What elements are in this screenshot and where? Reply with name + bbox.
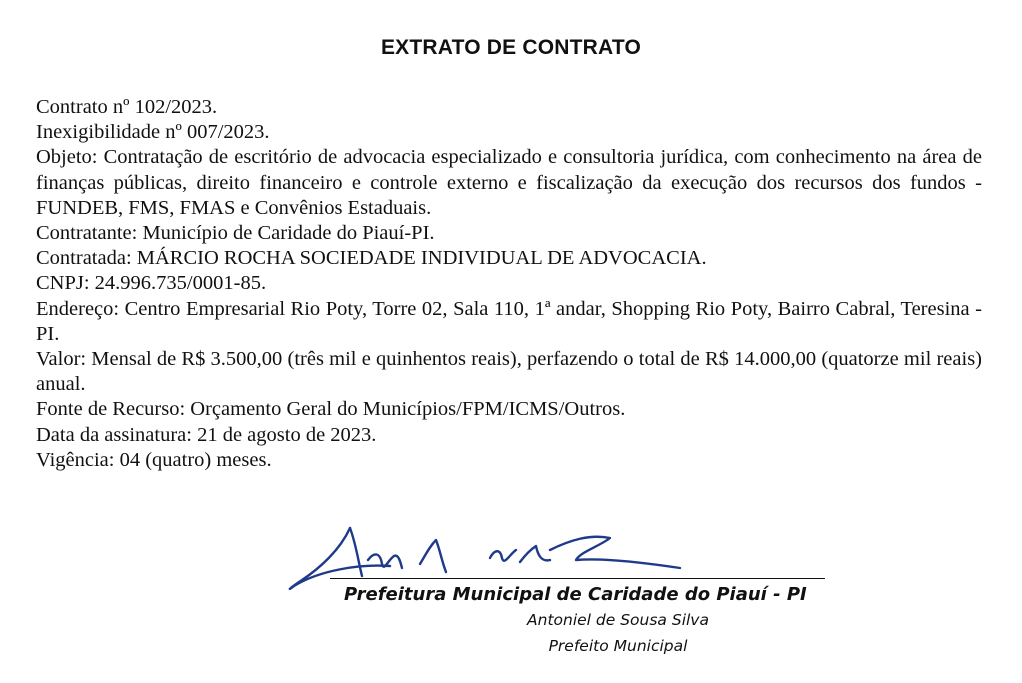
funding-source: Fonte de Recurso: Orçamento Geral do Municípios/FPM/ICMS/Outros. bbox=[36, 398, 626, 421]
signer-name: Antoniel de Sousa Silva bbox=[527, 611, 709, 629]
signature-block bbox=[280, 520, 840, 670]
document-title: EXTRATO DE CONTRATO bbox=[380, 36, 642, 59]
signer-role: Prefeito Municipal bbox=[548, 637, 688, 655]
contracting-party: Contratante: Município de Caridade do Piauí-PI. bbox=[36, 222, 435, 245]
inexigibility-number: Inexigibilidade nº 007/2023. bbox=[36, 121, 270, 144]
contract-number: Contrato nº 102/2023. bbox=[36, 96, 218, 118]
signing-date: Data da assinatura: 21 de agosto de 2023. bbox=[36, 423, 377, 446]
address: Endereço: Centro Empresarial Rio Poty, Torre 02, Sala 110, 1ª andar, Shopping Rio Poty, Bairro Cabral, Teresina - PI. bbox=[36, 297, 982, 345]
contract-value: Valor: Mensal de R$ 3.500,00 (três mil e quinhentos reais), perfazendo o total de R$ 14.000,00 (quatorze mil reais) anual. bbox=[36, 348, 982, 396]
contract-object: Objeto: Contratação de escritório de advocacia especializado e consultoria jurídica, com conhecimento na área de finanças públicas, direito financeiro e controle externo e fiscalização da execução dos recursos dos fundos - FUNDEB, FMS, FMAS e Convênios Estaduais. bbox=[36, 146, 982, 219]
contract-body bbox=[36, 95, 982, 473]
contracted-party: Contratada: MÁRCIO ROCHA SOCIEDADE INDIVIDUAL DE ADVOCACIA. bbox=[36, 247, 707, 270]
signature-organization: Prefeitura Municipal de Caridade do Piauí - PI bbox=[344, 584, 807, 605]
signature-line bbox=[330, 578, 825, 579]
cnpj: CNPJ: 24.996.735/0001-85. bbox=[36, 272, 267, 295]
validity-period: Vigência: 04 (quatro) meses. bbox=[36, 448, 272, 471]
